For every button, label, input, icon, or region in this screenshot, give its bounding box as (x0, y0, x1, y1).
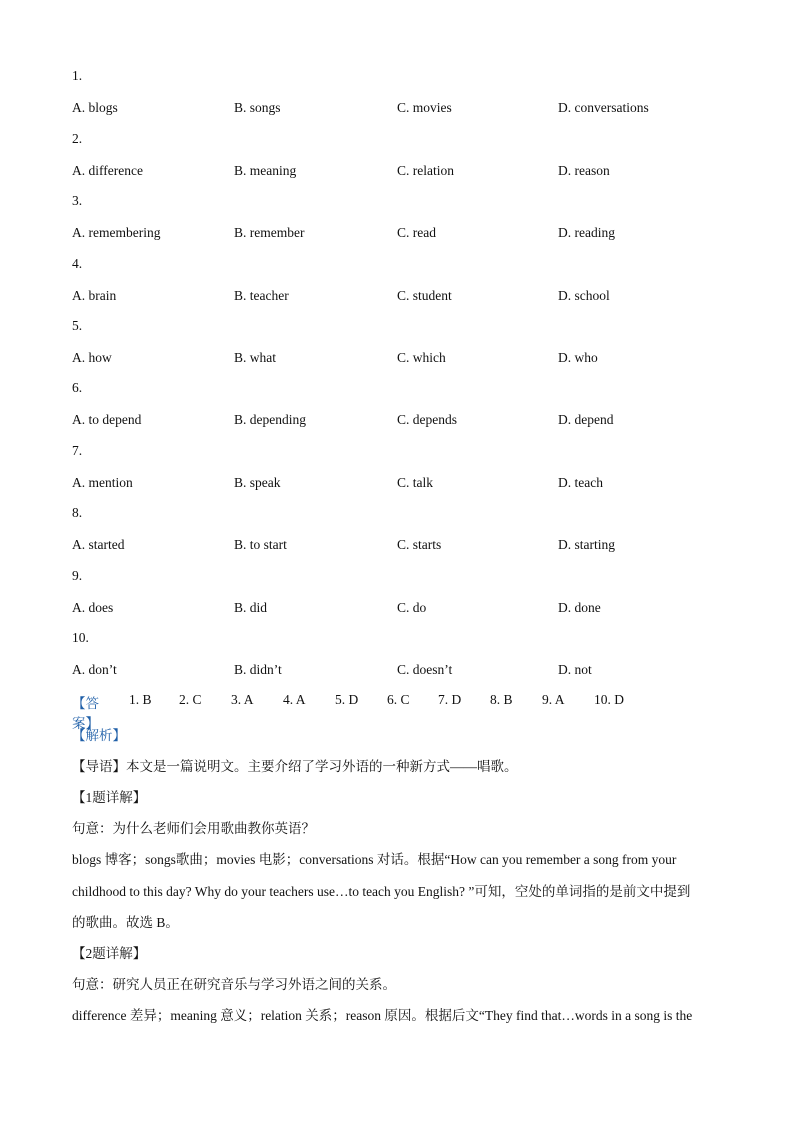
option-row (72, 288, 772, 308)
option-b: B. depending (234, 412, 306, 427)
option-row (72, 475, 772, 495)
option-c: C. read (397, 225, 436, 240)
question-number: 2. (72, 131, 83, 146)
answer-label: 【答案】 (72, 696, 99, 731)
option-d: D. starting (558, 537, 615, 552)
answer-item: 4. A (283, 692, 306, 707)
option-a: A. how (72, 350, 112, 365)
analysis-line: 句意：为什么老师们会用歌曲教你英语？ (72, 821, 315, 836)
option-a: A. started (72, 537, 125, 552)
option-c: C. depends (397, 412, 457, 427)
option-b: B. didn’t (234, 662, 282, 677)
answer-item: 5. D (335, 692, 359, 707)
option-a: A. brain (72, 288, 117, 303)
section-heading: 【1题详解】 (72, 790, 147, 805)
option-d: D. done (558, 600, 601, 615)
option-row (72, 100, 772, 120)
option-c: C. student (397, 288, 452, 303)
option-d: D. school (558, 288, 610, 303)
option-c: C. which (397, 350, 446, 365)
option-d: D. who (558, 350, 598, 365)
analysis-line: childhood to this day? Why do your teachers use…to teach you English? ”可知，空处的单词指的是前文中提到 (72, 884, 691, 899)
question-number: 4. (72, 256, 83, 271)
option-c: C. relation (397, 163, 454, 178)
option-row (72, 225, 772, 245)
option-c: C. talk (397, 475, 433, 490)
option-d: D. reason (558, 163, 610, 178)
option-a: A. don’t (72, 662, 117, 677)
option-d: D. depend (558, 412, 614, 427)
answer-item: 7. D (438, 692, 462, 707)
option-b: B. meaning (234, 163, 297, 178)
question-number: 1. (72, 68, 83, 83)
option-d: D. reading (558, 225, 615, 240)
answer-item: 2. C (179, 692, 202, 707)
option-b: B. teacher (234, 288, 289, 303)
option-d: D. conversations (558, 100, 649, 115)
option-row (72, 412, 772, 432)
option-b: B. to start (234, 537, 287, 552)
option-b: B. speak (234, 475, 281, 490)
question-number: 5. (72, 318, 83, 333)
analysis-line: 句意：研究人员正在研究音乐与学习外语之间的关系。 (72, 977, 396, 992)
option-a: A. to depend (72, 412, 142, 427)
analysis-line: difference 差异；meaning 意义；relation 关系；reason 原因。根据后文“They find that…words in a song is the (72, 1008, 693, 1023)
question-number: 6. (72, 380, 83, 395)
question-number: 3. (72, 193, 83, 208)
option-row (72, 537, 772, 557)
option-b: B. what (234, 350, 276, 365)
question-number: 8. (72, 505, 83, 520)
analysis-line: 的歌曲。故选 B。 (72, 915, 179, 930)
option-b: B. did (234, 600, 268, 615)
option-c: C. starts (397, 537, 442, 552)
option-a: A. remembering (72, 225, 161, 240)
answer-item: 8. B (490, 692, 513, 707)
option-c: C. movies (397, 100, 452, 115)
analysis-line: blogs 博客；songs歌曲；movies 电影；conversations 对话。根据“How can you remember a song from your (72, 852, 677, 867)
option-row (72, 163, 772, 183)
answer-item: 10. D (594, 692, 624, 707)
answer-item: 6. C (387, 692, 410, 707)
option-b: B. remember (234, 225, 305, 240)
option-d: D. teach (558, 475, 603, 490)
analysis-label: 【解析】 (72, 728, 126, 743)
option-row (72, 350, 772, 370)
section-heading: 【2题详解】 (72, 946, 147, 961)
option-d: D. not (558, 662, 592, 677)
option-c: C. doesn’t (397, 662, 453, 677)
question-number: 9. (72, 568, 83, 583)
option-a: A. does (72, 600, 114, 615)
option-a: A. mention (72, 475, 133, 490)
option-a: A. difference (72, 163, 143, 178)
option-row (72, 600, 772, 620)
option-row (72, 662, 772, 682)
option-b: B. songs (234, 100, 281, 115)
analysis-intro: 【导语】本文是一篇说明文。主要介绍了学习外语的一种新方式——唱歌。 (72, 759, 518, 774)
question-number: 10. (72, 630, 89, 645)
answer-item: 9. A (542, 692, 565, 707)
option-a: A. blogs (72, 100, 118, 115)
option-c: C. do (397, 600, 427, 615)
answer-item: 1. B (129, 692, 152, 707)
answer-item: 3. A (231, 692, 254, 707)
question-number: 7. (72, 443, 83, 458)
